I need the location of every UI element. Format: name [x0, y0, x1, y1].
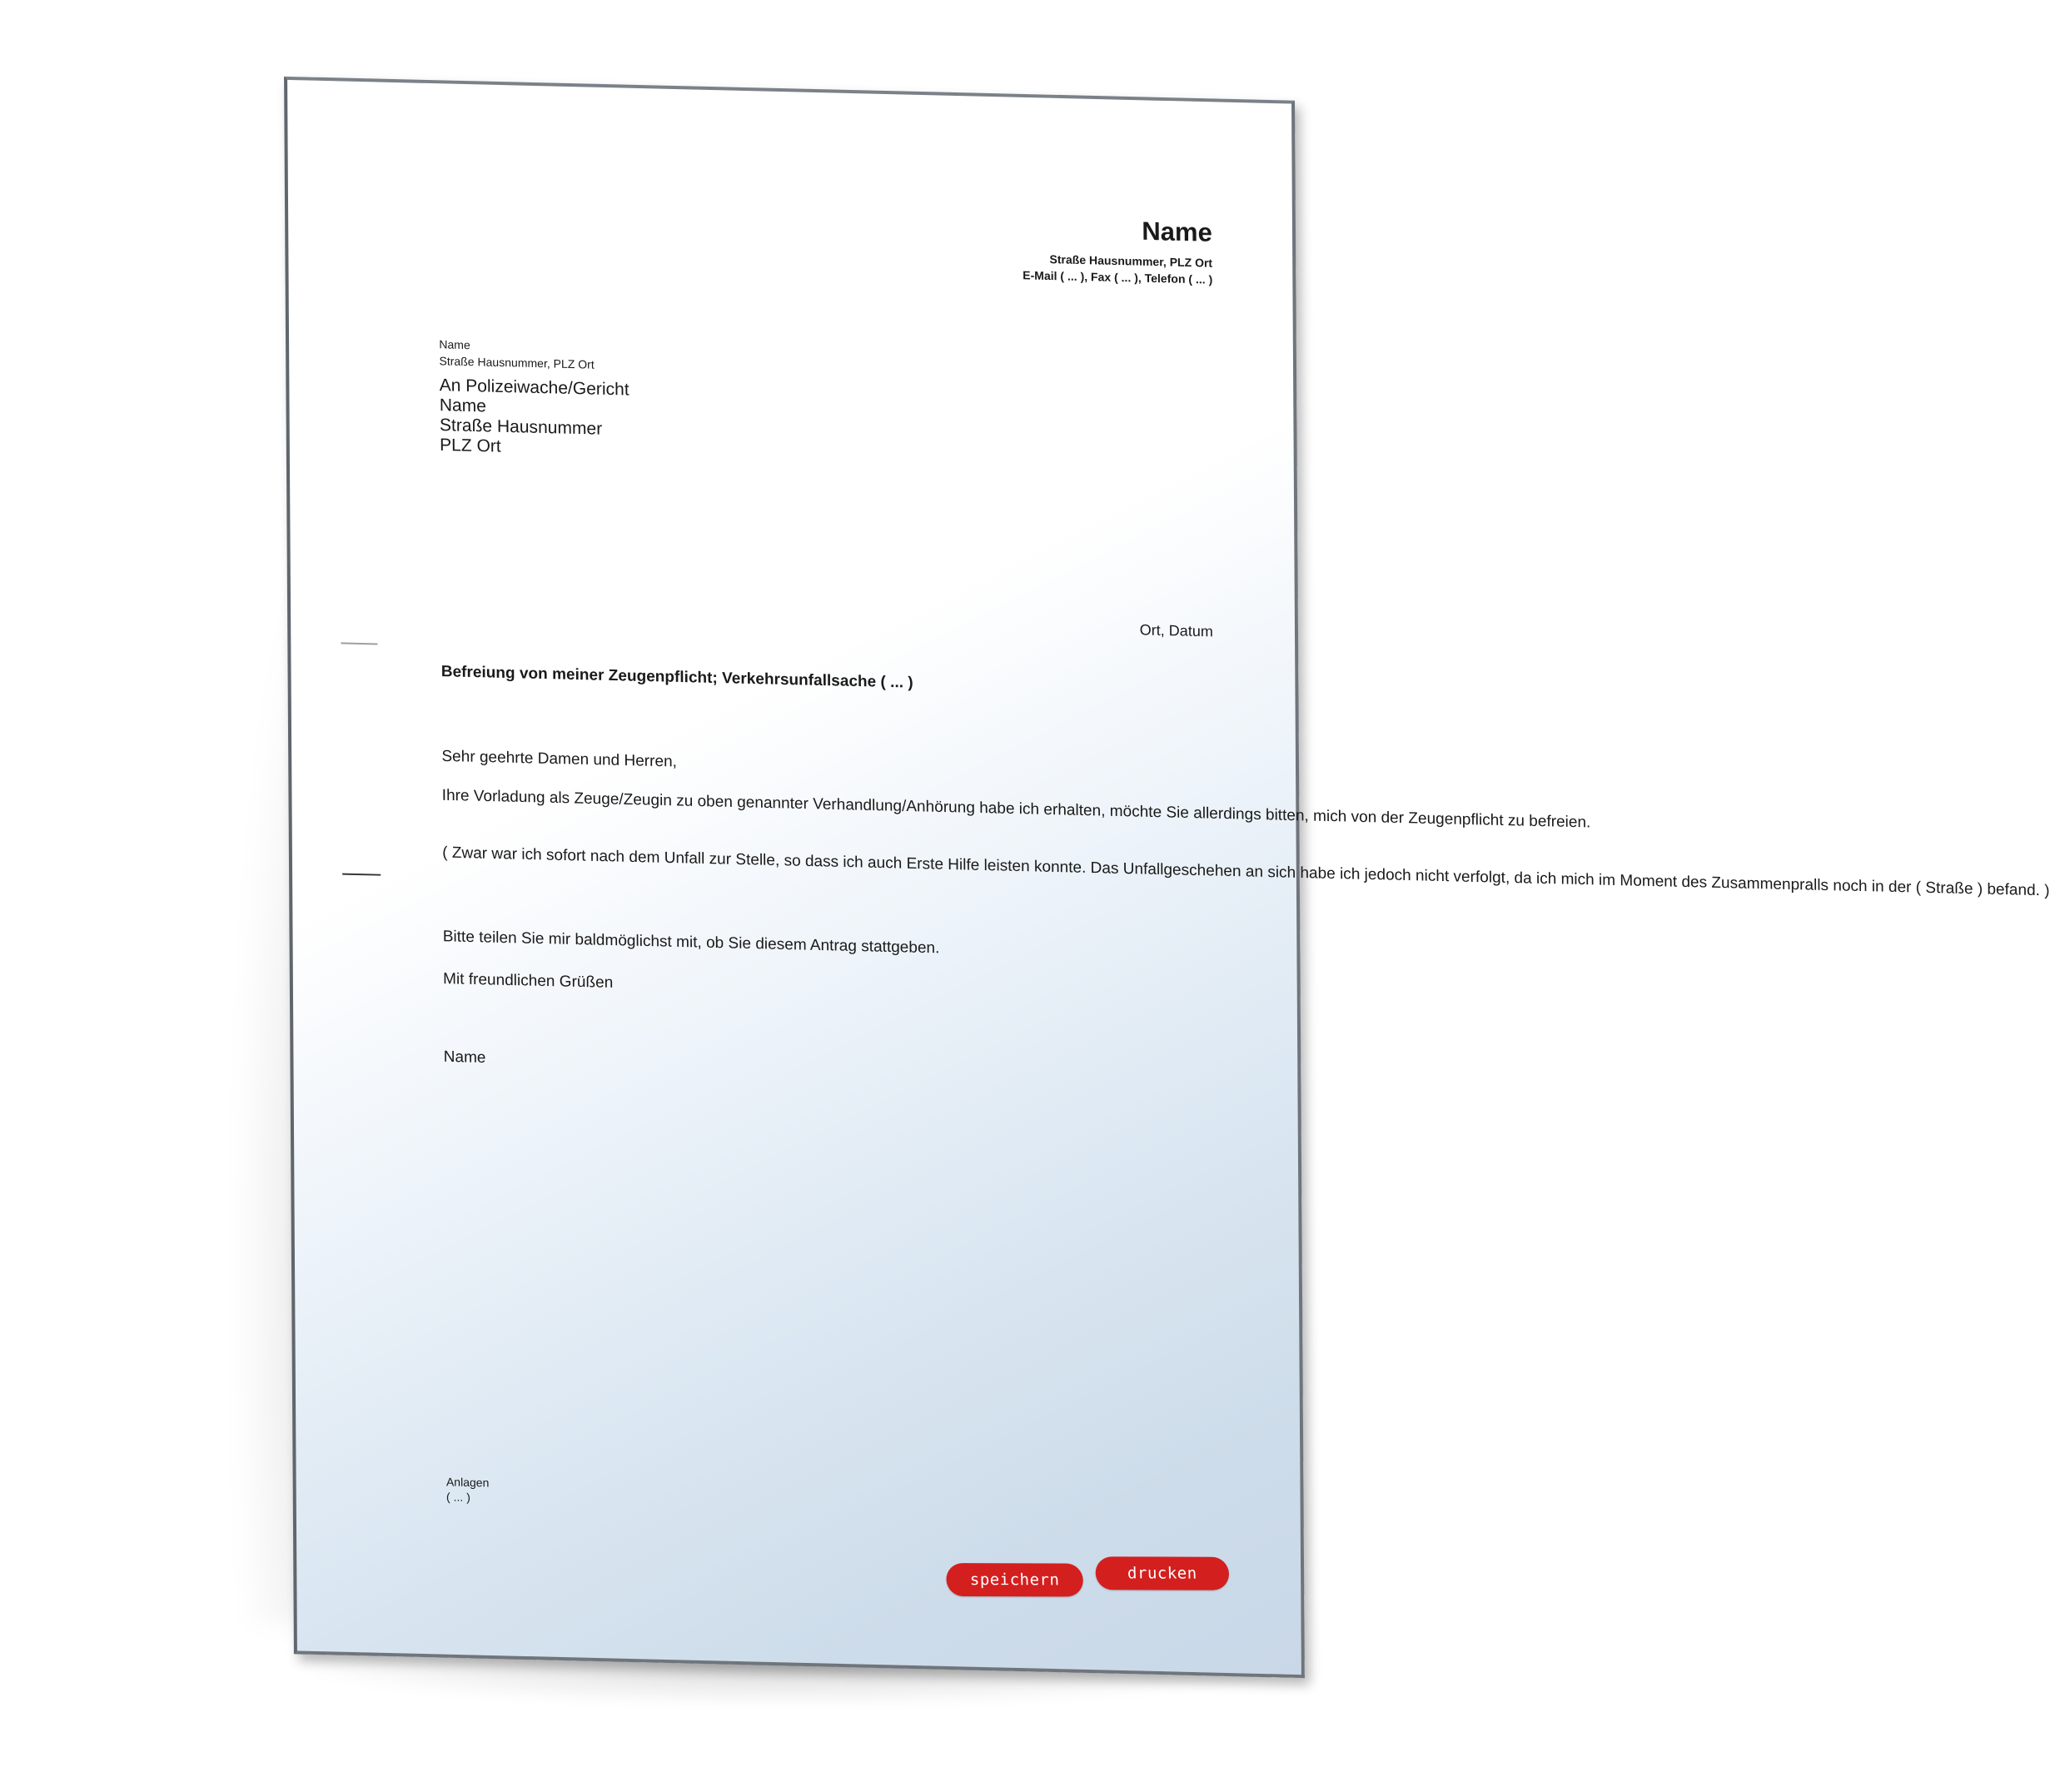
fold-mark-middle [342, 874, 381, 876]
recipient-line-3: Straße Hausnummer [439, 416, 603, 439]
recipient-line-4: PLZ Ort [440, 435, 501, 456]
salutation: Sehr geehrte Damen und Herren, [441, 747, 677, 771]
body-paragraph-2: ( Zwar war ich sofort nach dem Unfall zur Stelle, so dass ich auch Erste Hilfe leisten konnte. Das Unfallgeschehen an sich habe ich jedoch nicht verfolgt, da ich mich im Moment des Zusammenpralls noch in der ( Straße ) befand. ) [442, 844, 2050, 900]
return-address-street: Straße Hausnummer, PLZ Ort [439, 354, 595, 371]
letterhead-name: Name [1142, 216, 1212, 247]
body-paragraph-1: Ihre Vorladung als Zeuge/Zeugin zu oben genannter Verhandlung/Anhörung habe ich erhalten, möchte Sie allerdings bitten, mich von der Zeugenpflicht zu befreien. [441, 786, 1591, 832]
recipient-line-1: An Polizeiwache/Gericht [439, 376, 629, 400]
letterhead-contact: E-Mail ( ... ), Fax ( ... ), Telefon ( ... ) [1023, 268, 1213, 286]
closing-formula: Mit freundlichen Grüßen [443, 970, 614, 992]
return-address-name: Name [439, 337, 470, 352]
print-button[interactable]: drucken [1095, 1556, 1229, 1590]
fold-mark-top [341, 642, 377, 645]
save-button[interactable]: speichern [946, 1563, 1083, 1596]
body-request: Bitte teilen Sie mir baldmöglichst mit, ob Sie diesem Antrag stattgeben. [442, 928, 940, 958]
letter-page [284, 77, 2050, 1678]
signature-name: Name [443, 1048, 486, 1067]
subject-line: Befreiung von meiner Zeugenpflicht; Verkehrsunfallsache ( ... ) [440, 663, 913, 692]
recipient-line-2: Name [439, 396, 487, 416]
date-line: Ort, Datum [1139, 621, 1213, 640]
letterhead-address: Straße Hausnummer, PLZ Ort [1049, 252, 1213, 270]
enclosures-label: Anlagen [445, 1475, 490, 1490]
recipient-block [440, 376, 630, 460]
enclosures-value: ( ... ) [445, 1490, 470, 1504]
